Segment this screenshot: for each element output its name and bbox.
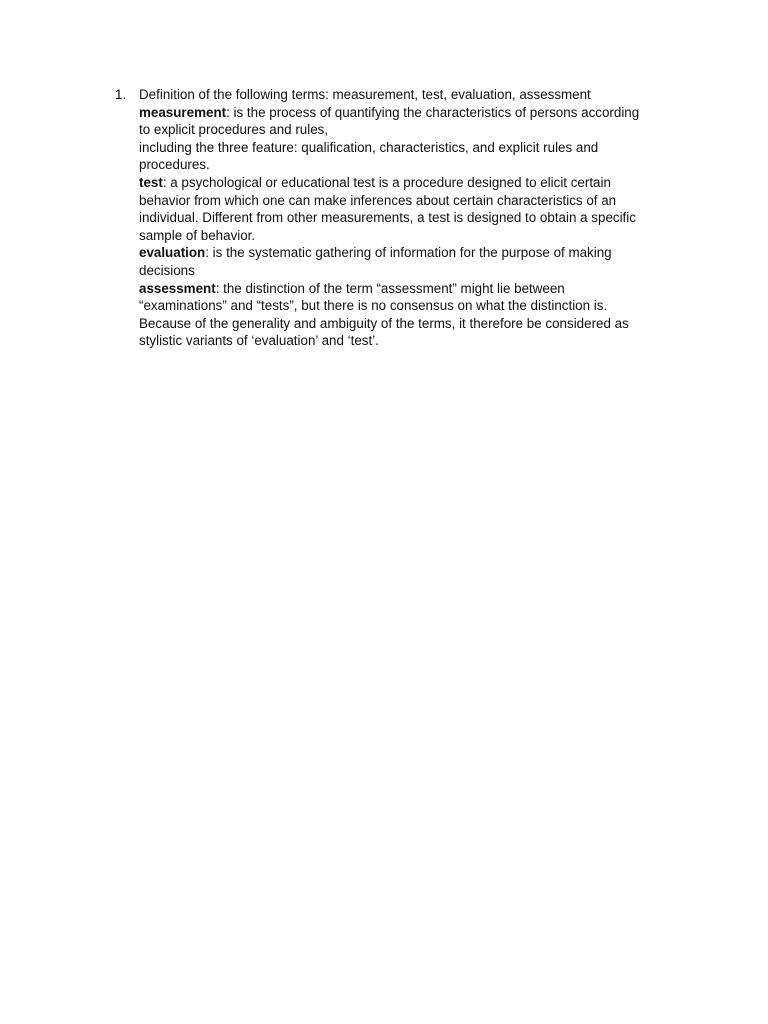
assessment-definition-text: Because of the generality and ambiguity of the terms, it therefore be considered as <box>139 315 629 331</box>
measurement-definition-text: to explicit procedures and rules, <box>139 122 329 138</box>
test-definition-text: behavior from which one can make inferences about certain characteristics of an <box>139 192 617 208</box>
assessment-definition-text: “examinations” and “tests”, but there is no consensus on what the distinction is. <box>139 298 608 314</box>
list-number: 1. <box>115 87 127 102</box>
measurement-definition-text: including the three feature: qualification, characteristics, and explicit rules and <box>139 139 599 155</box>
evaluation-definition-line <box>139 244 675 262</box>
test-definition-line <box>139 174 675 192</box>
evaluation-term: evaluation <box>139 245 206 261</box>
test-definition-text: : a psychological or educational test is a procedure designed to elicit certain <box>162 174 611 190</box>
measurement-definition-text: : is the process of quantifying the characteristics of persons according <box>226 104 640 120</box>
evaluation-definition-text: decisions <box>139 262 195 278</box>
assessment-definition-text: stylistic variants of ‘evaluation’ and ‘test’. <box>139 333 379 349</box>
measurement-definition-line <box>139 104 675 122</box>
test-term: test <box>139 174 163 190</box>
assessment-term: assessment <box>139 280 216 296</box>
test-definition-text: sample of behavior. <box>139 227 256 243</box>
measurement-definition-text: procedures. <box>139 157 210 173</box>
evaluation-definition-text: : is the systematic gathering of information for the purpose of making <box>205 245 612 261</box>
item-heading: Definition of the following terms: measurement, test, evaluation, assessment <box>139 87 591 102</box>
test-definition-text: individual. Different from other measurements, a test is designed to obtain a specific <box>139 210 636 226</box>
assessment-definition-text: : the distinction of the term “assessment” might lie between <box>215 280 565 296</box>
measurement-term: measurement <box>139 104 227 120</box>
assessment-definition-line <box>139 280 675 298</box>
list-item-body <box>139 86 675 350</box>
